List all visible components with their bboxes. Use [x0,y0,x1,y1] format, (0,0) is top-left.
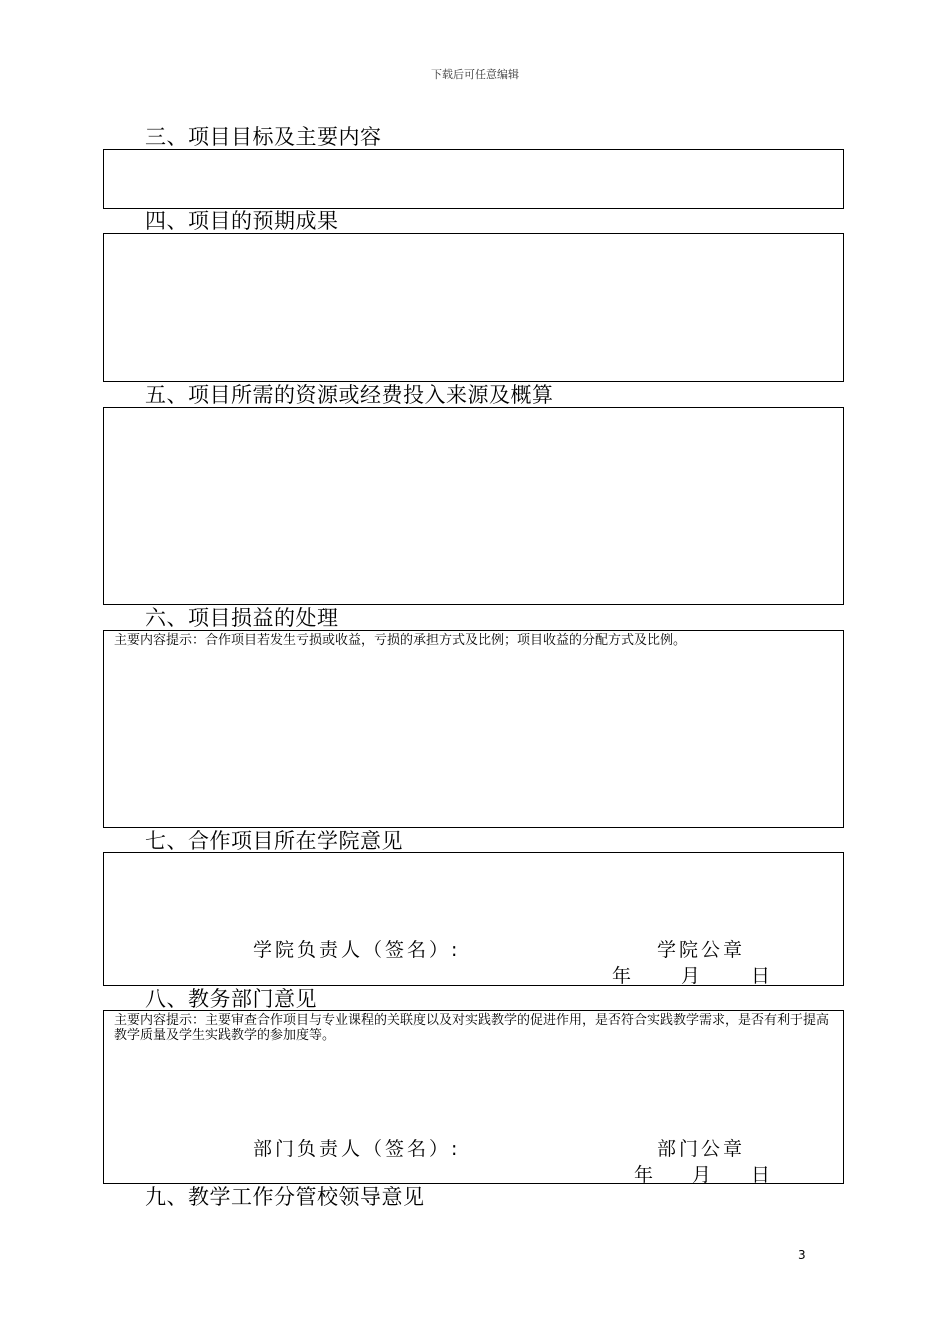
section-7-title: 七、合作项目所在学院意见 [145,829,403,853]
section-8-hint: 主要内容提示：主要审查合作项目与专业课程的关联度以及对实践教学的促进作用，是否符合实践教学需求，是否有利于提高教学质量及学生实践教学的参加度等。 [114,1013,830,1043]
section-9-title: 九、教学工作分管校领导意见 [145,1185,425,1209]
section-7-box[interactable] [103,852,844,986]
section-5-title: 五、项目所需的资源或经费投入来源及概算 [145,383,554,407]
section-3-box[interactable] [103,149,844,209]
section-4-title: 四、项目的预期成果 [145,209,339,233]
section-5-box[interactable] [103,407,844,605]
section-3-title: 三、项目目标及主要内容 [145,125,382,149]
section-8-title: 八、教务部门意见 [145,987,317,1011]
section-4-box[interactable] [103,233,844,382]
college-date-year: 年 [612,965,632,987]
dept-seal-label: 部门公章 [657,1138,746,1160]
college-date-month: 月 [681,965,701,987]
page-number: 3 [798,1248,806,1262]
section-6-title: 六、项目损益的处理 [145,606,339,630]
dept-date-year: 年 [634,1164,654,1186]
college-signer-label: 学院负责人（签名）: [253,939,461,961]
section-6-box[interactable] [103,630,844,828]
dept-signer-label: 部门负责人（签名）: [253,1138,461,1160]
header-note: 下载后可任意编辑 [431,68,519,81]
college-date-day: 日 [751,965,771,987]
dept-date-month: 月 [692,1164,712,1186]
dept-date-day: 日 [751,1164,771,1186]
section-6-hint: 主要内容提示：合作项目若发生亏损或收益，亏损的承担方式及比例；项目收益的分配方式及比例。 [114,633,687,648]
college-seal-label: 学院公章 [657,939,746,961]
